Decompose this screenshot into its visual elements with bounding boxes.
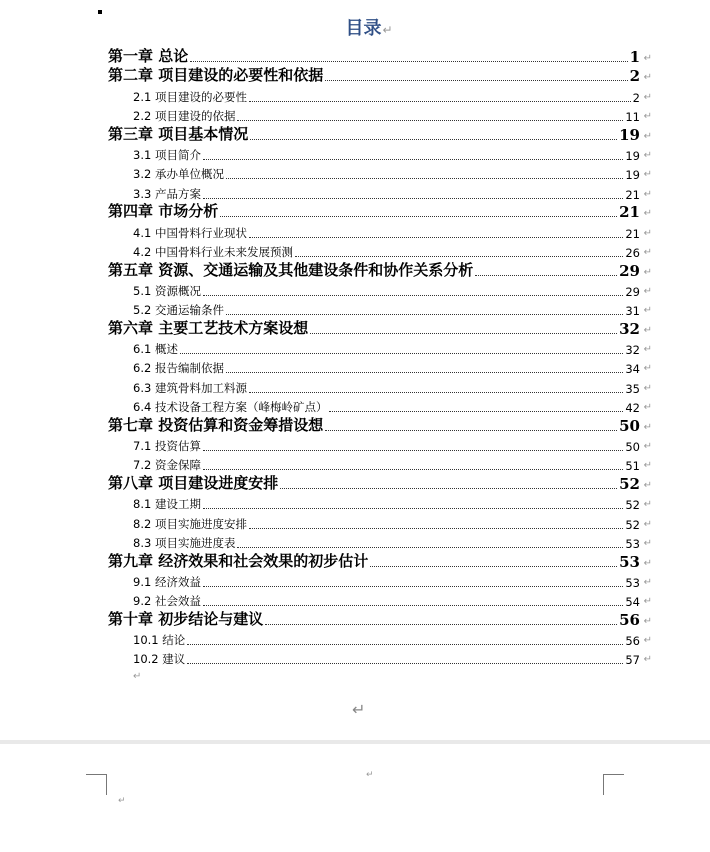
paragraph-mark-icon: ↵ (643, 460, 652, 472)
toc-page-number: 53 (619, 552, 640, 571)
margin-corner-mark-left (86, 774, 107, 795)
paragraph-mark-icon: ↵ (643, 518, 652, 530)
toc-dot-leader (249, 101, 631, 102)
toc-entry-text: 第八章 项目建设进度安排 (108, 473, 279, 492)
toc-chapter-entry[interactable] (108, 124, 652, 144)
paragraph-mark-icon: ↵ (382, 23, 393, 37)
paragraph-mark-icon: ↵ (643, 188, 652, 200)
toc-dot-leader (203, 295, 623, 296)
paragraph-mark-icon: ↵ (643, 499, 652, 511)
toc-dot-leader (226, 372, 623, 373)
toc-entry-text: 3.1 项目简介 (133, 147, 201, 162)
toc-entry-text: 2.1 项目建设的必要性 (133, 89, 247, 104)
toc-section-entry[interactable] (108, 376, 652, 396)
toc-entry-text: 5.1 资源概况 (133, 283, 201, 298)
toc-page-number: 57 (625, 653, 640, 668)
toc-dot-leader (237, 547, 623, 548)
paragraph-mark-icon: ↵ (643, 227, 652, 239)
toc-page-number: 51 (625, 459, 640, 474)
paragraph-mark-icon: ↵ (643, 305, 652, 317)
toc-page-number: 34 (625, 362, 640, 377)
toc-page-number: 26 (625, 245, 640, 260)
toc-entry-text: 8.1 建设工期 (133, 497, 201, 512)
toc-section-entry[interactable] (108, 221, 652, 241)
toc-dot-leader (226, 314, 623, 315)
toc-dot-leader (370, 566, 617, 567)
paragraph-mark-icon: ↵ (352, 700, 366, 719)
toc-dot-leader (203, 450, 623, 451)
toc-section-entry[interactable] (108, 144, 652, 163)
toc-entry-text: 10.1 结论 (133, 633, 186, 648)
toc-entry-text: 6.1 概述 (133, 342, 178, 357)
toc-dot-leader (249, 237, 623, 238)
toc-section-entry[interactable] (108, 629, 652, 649)
paragraph-mark-icon: ↵ (643, 401, 652, 413)
toc-entry-text: 7.2 资金保障 (133, 458, 201, 473)
toc-dot-leader (203, 586, 623, 587)
toc-page-number: 21 (625, 187, 640, 202)
table-of-contents (108, 46, 652, 668)
toc-entry-text: 第七章 投资估算和资金筹措设想 (108, 415, 324, 434)
paragraph-mark-icon: ↵ (643, 149, 652, 161)
toc-dot-leader (203, 198, 623, 199)
toc-chapter-entry[interactable] (108, 46, 652, 66)
toc-dot-leader (325, 430, 617, 431)
toc-entry-text: 5.2 交通运输条件 (133, 303, 224, 318)
toc-page-number: 19 (619, 125, 640, 144)
toc-section-entry[interactable] (108, 493, 652, 513)
toc-entry-text: 9.1 经济效益 (133, 574, 201, 589)
toc-page-number: 54 (625, 595, 640, 610)
toc-title (0, 14, 710, 40)
paragraph-mark-icon: ↵ (643, 615, 652, 627)
toc-dot-leader (220, 216, 617, 217)
toc-page-number: 29 (625, 284, 640, 299)
toc-chapter-entry[interactable] (108, 318, 652, 338)
paragraph-mark-icon: ↵ (643, 654, 652, 666)
toc-section-entry[interactable] (108, 299, 652, 319)
toc-dot-leader (190, 61, 627, 62)
paragraph-mark-icon: ↵ (643, 576, 652, 588)
toc-entry-text: 7.1 投资估算 (133, 438, 201, 453)
paragraph-mark-icon: ↵ (643, 72, 652, 84)
toc-page-number: 50 (625, 439, 640, 454)
toc-chapter-entry[interactable] (108, 609, 652, 629)
toc-section-entry[interactable] (108, 85, 652, 105)
page-separator (0, 740, 710, 744)
toc-chapter-entry[interactable] (108, 202, 652, 222)
toc-dot-leader (280, 488, 617, 489)
paragraph-mark-icon: ↵ (643, 52, 652, 64)
toc-page-number: 56 (619, 610, 640, 629)
toc-section-entry[interactable] (108, 357, 652, 377)
toc-entry-text: 第四章 市场分析 (108, 202, 219, 221)
toc-chapter-entry[interactable] (108, 551, 652, 571)
paragraph-mark-icon: ↵ (643, 130, 652, 142)
toc-dot-leader (203, 469, 623, 470)
toc-section-entry[interactable] (108, 338, 652, 358)
paragraph-mark-icon: ↵ (643, 246, 652, 258)
toc-section-entry[interactable] (108, 454, 652, 474)
toc-page-number: 32 (619, 319, 640, 338)
toc-page-number: 31 (625, 304, 640, 319)
toc-entry-text: 第五章 资源、交通运输及其他建设条件和协作关系分析 (108, 260, 474, 279)
toc-section-entry[interactable] (108, 512, 652, 532)
toc-section-entry[interactable] (108, 105, 652, 124)
paragraph-mark-icon: ↵ (366, 770, 374, 780)
toc-chapter-entry[interactable] (108, 66, 652, 86)
toc-dot-leader (187, 644, 623, 645)
toc-entry-text: 4.2 中国骨料行业未来发展预测 (133, 244, 293, 259)
toc-section-entry[interactable] (108, 396, 652, 415)
toc-entry-text: 第三章 项目基本情况 (108, 124, 249, 143)
paragraph-mark-icon: ↵ (643, 344, 652, 356)
toc-dot-leader (180, 353, 623, 354)
paragraph-mark-icon: ↵ (643, 557, 652, 569)
toc-dot-leader (295, 256, 623, 257)
toc-page-number: 1 (629, 47, 640, 66)
toc-dot-leader (226, 178, 623, 179)
toc-page-number: 50 (619, 416, 640, 435)
paragraph-mark-icon: ↵ (643, 635, 652, 647)
toc-page-number: 21 (625, 226, 640, 241)
toc-page-number: 52 (619, 474, 640, 493)
toc-page-number: 11 (625, 109, 640, 124)
toc-section-entry[interactable] (108, 435, 652, 454)
toc-entry-text: 第六章 主要工艺技术方案设想 (108, 318, 309, 337)
toc-chapter-entry[interactable] (108, 260, 652, 280)
toc-section-entry[interactable] (108, 532, 652, 551)
toc-section-entry[interactable] (108, 571, 652, 590)
toc-section-entry[interactable] (108, 590, 652, 610)
toc-page-number: 42 (625, 400, 640, 415)
toc-dot-leader (250, 139, 617, 140)
toc-entry-text: 3.2 承办单位概况 (133, 167, 224, 182)
paragraph-mark-icon: ↵ (643, 266, 652, 278)
toc-dot-leader (203, 159, 623, 160)
paragraph-mark-icon: ↵ (643, 110, 652, 122)
toc-page-number: 2 (632, 90, 640, 105)
toc-entry-text: 第九章 经济效果和社会效果的初步估计 (108, 551, 369, 570)
toc-page-number: 2 (629, 67, 640, 86)
paragraph-mark-icon: ↵ (643, 91, 652, 103)
paragraph-mark-icon: ↵ (118, 796, 126, 806)
toc-entry-text: 6.4 技术设备工程方案（峰梅岭矿点） (133, 399, 328, 414)
paragraph-mark-icon: ↵ (643, 537, 652, 549)
toc-dot-leader (475, 275, 617, 276)
toc-entry-text: 第一章 总论 (108, 46, 189, 65)
toc-page-number: 56 (625, 634, 640, 649)
paragraph-mark-icon: ↵ (643, 421, 652, 433)
toc-section-entry[interactable] (108, 163, 652, 183)
toc-page-number: 52 (625, 498, 640, 513)
toc-entry-text: 3.3 产品方案 (133, 186, 201, 201)
paragraph-mark-icon: ↵ (643, 440, 652, 452)
toc-chapter-entry[interactable] (108, 415, 652, 435)
toc-section-entry[interactable] (108, 280, 652, 299)
paragraph-mark-icon: ↵ (643, 363, 652, 375)
paragraph-mark-icon: ↵ (643, 285, 652, 297)
toc-page-number: 32 (625, 343, 640, 358)
toc-entry-text: 2.2 项目建设的依据 (133, 108, 236, 123)
toc-dot-leader (187, 663, 623, 664)
toc-dot-leader (203, 508, 623, 509)
toc-entry-text: 6.3 建筑骨料加工料源 (133, 380, 247, 395)
toc-page-number: 53 (625, 575, 640, 590)
toc-page-number: 52 (625, 517, 640, 532)
toc-chapter-entry[interactable] (108, 473, 652, 493)
toc-dot-leader (203, 605, 623, 606)
toc-page-number: 19 (625, 168, 640, 183)
paragraph-mark-icon: ↵ (643, 169, 652, 181)
toc-page-number: 21 (619, 203, 640, 222)
toc-entry-text: 8.3 项目实施进度表 (133, 535, 236, 550)
paragraph-mark-icon: ↵ (643, 596, 652, 608)
toc-entry-text: 8.2 项目实施进度安排 (133, 516, 247, 531)
toc-entry-text: 第二章 项目建设的必要性和依据 (108, 66, 324, 85)
toc-dot-leader (329, 411, 623, 412)
toc-page-number: 35 (625, 381, 640, 396)
toc-section-entry[interactable] (108, 241, 652, 260)
toc-section-entry[interactable] (108, 182, 652, 202)
toc-page-number: 53 (625, 536, 640, 551)
toc-entry-text: 9.2 社会效益 (133, 594, 201, 609)
paragraph-mark-icon: ↵ (643, 208, 652, 220)
toc-entry-text: 4.1 中国骨料行业现状 (133, 225, 247, 240)
toc-dot-leader (237, 120, 623, 121)
toc-dot-leader (249, 392, 623, 393)
toc-entry-text: 第十章 初步结论与建议 (108, 609, 264, 628)
toc-entry-text: 10.2 建议 (133, 652, 186, 667)
toc-dot-leader (265, 624, 617, 625)
toc-dot-leader (249, 528, 623, 529)
margin-corner-mark-right (603, 774, 624, 795)
paragraph-mark-icon: ↵ (133, 671, 142, 682)
paragraph-mark-icon: ↵ (643, 479, 652, 491)
toc-page-number: 19 (625, 148, 640, 163)
toc-page-number: 29 (619, 261, 640, 280)
paragraph-mark-icon: ↵ (643, 382, 652, 394)
toc-dot-leader (325, 80, 627, 81)
toc-section-entry[interactable] (108, 648, 652, 668)
paragraph-mark-icon: ↵ (643, 324, 652, 336)
toc-title-text: 目录 (345, 18, 382, 39)
toc-dot-leader (310, 333, 617, 334)
toc-entry-text: 6.2 报告编制依据 (133, 361, 224, 376)
